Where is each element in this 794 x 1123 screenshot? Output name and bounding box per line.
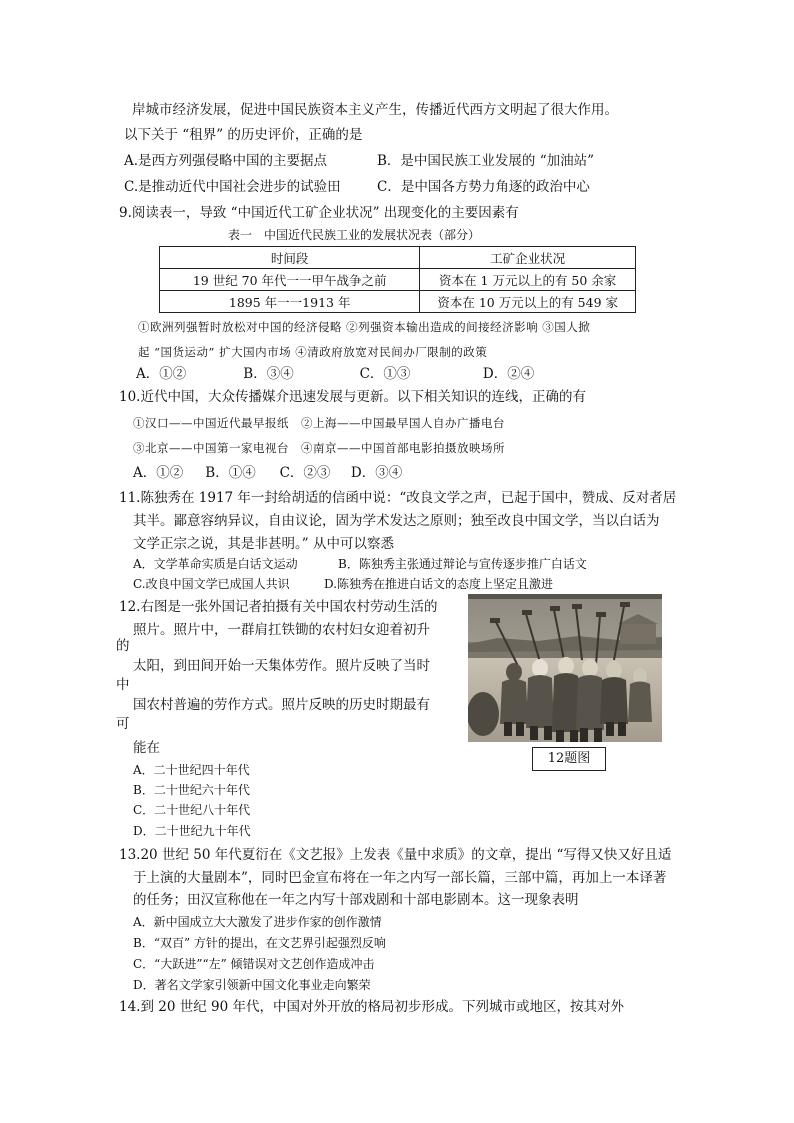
photo-illustration [468,594,662,742]
q9-stem: 9.阅读表一，导致 “中国近代工矿企业状况” 出现变化的主要因素有 [119,205,519,221]
q12-line-7: 可 [116,716,130,732]
q9-table-title: 表一 中国近代民族工业的发展状况表（部分） [228,228,481,242]
q13-option-d: D．著名文学家引领新中国文化事业走向繁荣 [133,978,371,992]
q9-options [136,364,534,384]
q10-line-1: ①汉口——中国近代最早报纸 ②上海——中国最早国人自办广播电台 [133,416,505,430]
photo-caption: 12题图 [532,747,606,771]
q12-line-6: 国农村普遍的劳作方式。照片反映的历史时期最有 [133,697,430,713]
q13-option-a: A．新中国成立大大激发了进步作家的创作激情 [133,915,382,929]
q9-option-a: A．①② [136,366,187,382]
q11-option-d: D.陈独秀在推进白话文的态度上坚定且激进 [324,577,554,591]
q11-option-b: B．陈独秀主张通过辩论与宣传逐步推广白话文 [338,557,587,571]
q11-option-a: A．文学革命实质是白话文运动 [133,557,298,571]
q12-option-a: A．二十世纪四十年代 [133,763,250,777]
q11-line-1: 11.陈独秀在 1917 年一封给胡适的信函中说：“改良文学之声，已起于国中，赞成、反对者居 [119,490,677,506]
table-header-cell: 时间段 [160,247,420,269]
q10-option-a: A．①② [133,465,184,481]
q10-option-d: D．③④ [350,465,403,481]
q12-line-4: 太阳，到田间开始一天集体劳作。照片反映了当时 [133,658,430,674]
q10-option-c: C．②③ [279,465,331,481]
q12-line-8: 能在 [133,740,160,756]
q13-line-2: 于上演的大量剧本”，同时巴金宣布将在一年之内写一部长篇，三部中篇，再加上一本译著 [133,870,667,886]
q11-line-3: 文学正宗之说，其是非甚明。” 从中可以察悉 [133,536,394,552]
q12-option-b: B．二十世纪六十年代 [133,783,250,797]
q13-line-3: 的任务；田汉宣称他在一年之内写十部戏剧和十部电影剧本。这一现象表明 [133,892,579,908]
q9-option-c: C．①③ [359,366,411,382]
q8-option-a: A.是西方列强侵略中国的主要据点 [124,153,328,169]
q9-option-b: B．③④ [243,366,294,382]
q11-option-c: C.改良中国文学已成国人共识 [133,577,290,591]
q10-line-2: ③北京——中国第一家电视台 ④南京——中国首部电影拍摄放映场所 [133,441,505,455]
table-cell: 资本在 1 万元以上的有 50 余家 [420,269,636,291]
q10-stem: 10.近代中国，大众传播媒介迅速发展与更新。以下相关知识的连线，正确的有 [119,389,586,405]
q9-factors-line-2: 起 “国货运动” 扩大国内市场 ④清政府放宽对民间办厂限制的政策 [138,345,488,359]
q9-data-table [159,246,636,313]
table-row [160,291,636,313]
q11-line-2: 其半。鄙意容纳异议，自由议论，固为学术发达之原则；独至改良中国文学，当以白话为 [133,513,660,529]
q9-option-d: D．②④ [482,366,535,382]
table-header-row [160,247,636,269]
q10-option-b: B．①④ [205,465,256,481]
q12-line-5: 中 [116,677,130,693]
q13-option-b: B．“双百” 方针的提出，在文艺界引起强烈反响 [133,936,386,950]
q12-line-3: 的 [116,638,130,654]
q12-option-c: C．二十世纪八十年代 [133,803,251,817]
q13-line-1: 13.20 世纪 50 年代夏衍在《文艺报》上发表《量中求质》的文章，提出 “写得又快又好且适 [119,847,672,863]
q13-option-c: C．“大跃进”“左” 倾错误对文艺创作造成冲击 [133,957,375,971]
q12-line-1: 12.右图是一张外国记者拍摄有关中国农村劳动生活的 [119,599,438,615]
table-row [160,269,636,291]
q8-stem: 以下关于 “租界” 的历史评价，正确的是 [124,127,363,143]
q8-continuation-line: 岸城市经济发展，促进中国民族资本主义产生，传播近代西方文明起了很大作用。 [132,102,618,118]
q12-line-2: 照片。照片中，一群肩扛铁锄的农村妇女迎着初升 [133,622,430,638]
farm-women-photo [468,594,662,742]
table-cell: 19 世纪 70 年代一一甲午战争之前 [160,269,420,291]
q10-options [133,463,402,483]
q8-option-b: B．是中国民族工业发展的 “加油站” [377,153,595,169]
q8-option-c: C.是推动近代中国社会进步的试验田 [124,179,341,195]
q8-option-d: C．是中国各方势力角逐的政治中心 [377,179,590,195]
q9-factors-line-1: ①欧洲列强暂时放松对中国的经济侵略 ②列强资本输出造成的间接经济影响 ③国人掀 [138,320,591,334]
table-cell: 1895 年一一1913 年 [160,291,420,313]
table-cell: 资本在 10 万元以上的有 549 家 [420,291,636,313]
q14-line-1: 14.到 20 世纪 90 年代，中国对外开放的格局初步形成。下列城市或地区，按其对外 [119,999,624,1015]
table-header-cell: 工矿企业状况 [420,247,636,269]
q12-option-d: D．二十世纪九十年代 [133,824,251,838]
